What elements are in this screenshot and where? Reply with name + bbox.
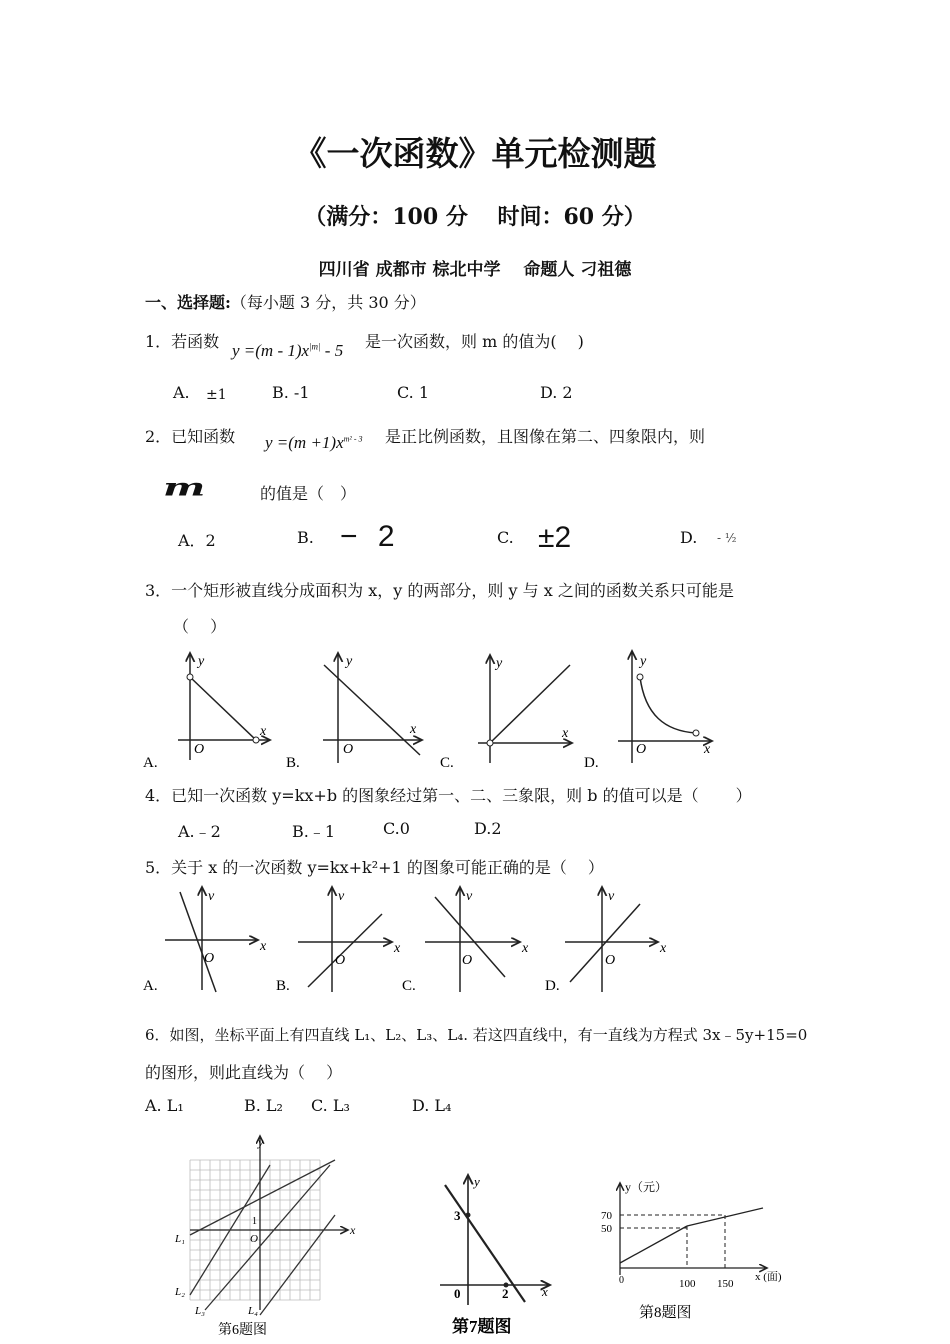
q5-d-x-label: x [660, 941, 667, 956]
section-heading [145, 290, 426, 313]
q4-option-a: A.﹣2 [178, 822, 221, 841]
q1-formula [232, 341, 343, 361]
q3-label-d: D. [584, 755, 599, 771]
q2-prefix: 2．已知函数 [145, 427, 236, 446]
q2-line2: 的值是（ ） [260, 484, 357, 503]
fig7-origin: 0 [454, 1286, 461, 1301]
fig6-origin: O [250, 1233, 258, 1245]
q5-graph-a [143, 887, 267, 994]
q5-d-origin: O [605, 953, 616, 968]
fig6-unit: 1 [252, 1216, 257, 1227]
q5-b-x-label: x [394, 941, 401, 956]
q5-graph-c [402, 887, 529, 994]
q3-c-y-label: y [496, 656, 503, 671]
q2-option-c-value: ±2 [538, 521, 572, 554]
q6-option-b: B. L₂ [244, 1096, 283, 1115]
q1-formula-body: y =(m - 1)x [232, 341, 310, 360]
q3-graph-c [440, 655, 572, 771]
q3-b-y-label: y [346, 654, 353, 669]
q5-label-b: B. [276, 978, 290, 994]
fig8-x-label: x (面) [755, 1271, 782, 1283]
q1-option-c: C. 1 [397, 383, 430, 402]
q2-m-variable: m [163, 473, 206, 502]
q5-text: 5．关于 x 的一次函数 y=kx+k²+1 的图象可能正确的是（ ） [145, 858, 604, 877]
q3-label-c: C. [440, 755, 454, 771]
q2-option-a: A．2 [178, 531, 216, 550]
q5-label-c: C. [402, 978, 416, 994]
q5-label-d: D. [545, 978, 560, 994]
q6-option-c: C. L₃ [311, 1096, 350, 1115]
q2-formula-body: y =(m +1)x [265, 433, 344, 452]
q1-option-b: B. -1 [272, 383, 310, 402]
fig8-ytick-70: 70 [601, 1210, 612, 1222]
author-line: 四川省 成都市 棕北中学 命题人 刁祖德 [318, 260, 632, 280]
q6-option-d: D. L₄ [412, 1096, 452, 1115]
q5-graph-b [276, 887, 401, 994]
fig8-y-label: y（元） [625, 1180, 668, 1194]
q3-a-origin: O [194, 742, 205, 757]
q1-option-a-value: ±1 [206, 387, 227, 403]
q2-suffix: 是正比例函数，且图像在第二、四象限内，则 [385, 427, 706, 446]
q3-a-y-label: y [198, 654, 205, 669]
q3-b-x-label: x [410, 722, 417, 737]
q5-graphs [140, 882, 680, 997]
q2-option-b-label: B. [297, 528, 314, 547]
fig6-line-l1 [190, 1160, 335, 1235]
fig6-x-label: x [350, 1223, 356, 1237]
fig6-caption: 第6题图 [218, 1323, 267, 1338]
fig8-xtick-150: 150 [717, 1278, 734, 1290]
q3-a-x-label: x [260, 724, 267, 739]
section-title: 一、选择题: [145, 293, 231, 312]
q3-graph-b [286, 653, 422, 771]
fig6-label-l4: L₄ [248, 1305, 258, 1317]
fig7-x-intercept: 2 [502, 1286, 509, 1301]
q5-graph-d [545, 887, 667, 994]
figure-7 [430, 1170, 560, 1340]
q3-graphs [140, 645, 740, 775]
q5-c-origin: O [462, 953, 473, 968]
q3-graph-a [143, 653, 270, 771]
figure-8 [595, 1175, 795, 1330]
q2-option-b-value: − 2 [340, 520, 401, 553]
q2-option-d-value: - ½ [717, 531, 737, 545]
q3-c-x-label: x [562, 726, 569, 741]
q5-a-x-label: x [260, 939, 267, 954]
fig6-y-label: y [258, 1135, 264, 1149]
page-title: 《一次函数》单元检测题 [293, 134, 657, 173]
q1-prefix: 1．若函数 [145, 332, 220, 351]
q3-paren: （ ） [173, 617, 227, 636]
q3-label-b: B. [286, 755, 300, 771]
q5-label-a: A. [143, 978, 158, 994]
q4-option-d: D.2 [474, 819, 502, 838]
fig8-origin: 0 [619, 1275, 624, 1286]
fig7-caption: 第7题图 [452, 1317, 512, 1336]
fig8-segment-1 [620, 1226, 687, 1263]
q2-formula [265, 433, 362, 453]
q5-b-origin: O [335, 953, 346, 968]
fig7-y-label: y [474, 1174, 480, 1189]
q3-graph-d [584, 651, 712, 771]
q5-c-v-label: v [466, 889, 473, 904]
q3-d-x-label: x [704, 742, 711, 757]
q5-d-v-label: v [608, 889, 615, 904]
q6-option-a: A. L₁ [145, 1096, 184, 1115]
fig8-caption: 第8题图 [639, 1305, 692, 1321]
q2-option-c-label: C. [497, 528, 514, 547]
figure-6 [170, 1130, 370, 1340]
q1-exponent: |m| [309, 341, 321, 352]
section-note: （每小题 3 分，共 30 分） [230, 293, 426, 312]
q1-formula-tail: - 5 [320, 341, 344, 360]
q4-text: 4．已知一次函数 y=kx+b 的图象经过第一、二、三象限，则 b 的值可以是（ ） [145, 786, 752, 805]
fig6-label-l2: L₂ [175, 1286, 185, 1298]
q4-option-c: C.0 [383, 819, 410, 838]
q5-c-x-label: x [522, 941, 529, 956]
q3-text: 3．一个矩形被直线分成面积为 x，y 的两部分，则 y 与 x 之间的函数关系只可能是 [145, 581, 734, 600]
q6-line1: 6．如图，坐标平面上有四直线 L₁、L₂、L₃、L₄. 若这四直线中，有一直线为方程式 3x﹣5y+15=0 [145, 1026, 808, 1044]
page-subtitle: （满分：100 分 时间：60 分） [304, 204, 646, 230]
q3-label-a: A. [143, 755, 158, 771]
fig8-ytick-50: 50 [601, 1223, 612, 1235]
q3-b-origin: O [343, 742, 354, 757]
q5-a-origin: O [204, 951, 215, 966]
q6-line2: 的图形，则此直线为（ ） [145, 1063, 343, 1082]
fig6-label-l1: L₁ [175, 1233, 185, 1245]
q5-b-v-label: v [338, 889, 345, 904]
fig7-y-intercept: 3 [454, 1208, 461, 1223]
q5-a-v-label: v [208, 889, 215, 904]
q3-d-y-label: y [640, 654, 647, 669]
q3-d-origin: O [636, 742, 647, 757]
fig6-line-l3 [205, 1165, 330, 1310]
fig6-label-l3: L₃ [195, 1305, 205, 1317]
q2-option-d-label: D. [680, 528, 698, 547]
q1-option-d: D. 2 [540, 383, 573, 402]
q1-option-a-label: A. [173, 383, 190, 402]
q1-suffix: 是一次函数，则 m 的值为( ) [365, 332, 584, 351]
fig8-xtick-100: 100 [679, 1278, 696, 1290]
q2-exponent: m² - 3 [343, 434, 363, 444]
fig7-x-label: x [542, 1284, 548, 1299]
q4-option-b: B.﹣1 [292, 822, 336, 841]
